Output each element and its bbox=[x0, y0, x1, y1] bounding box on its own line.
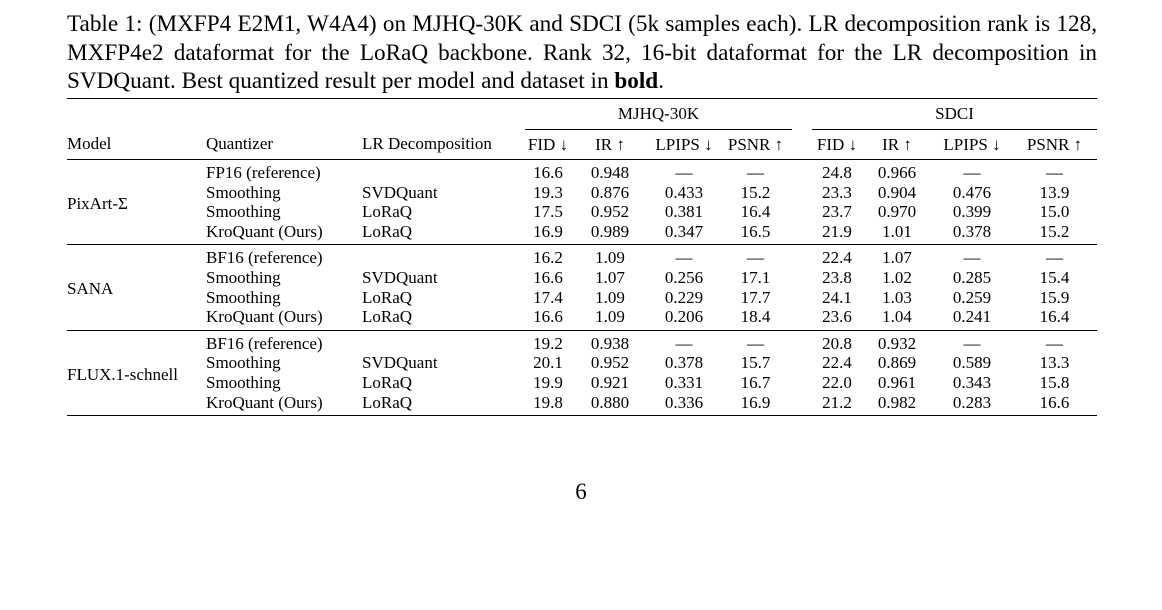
caption-text: Table 1: (MXFP4 E2M1, W4A4) on MJHQ-30K and SDCI (5k samples each). LR decomposition rank is 128, MXFP4e2 dataformat for the LoRaQ backbone. Rank 32, 16-bit dataformat for the LR decomposition in SVDQuant. Best quantized result per model and dataset in bbox=[67, 11, 1097, 94]
metric-cell: — bbox=[1046, 163, 1063, 182]
metric-cell: 0.904 bbox=[877, 182, 917, 202]
lr-decomposition-cell: LoRaQ bbox=[362, 392, 413, 412]
col-header-mjhq-lpips: LPIPS ↓ bbox=[655, 134, 713, 154]
metric-cell: 21.2 bbox=[822, 392, 852, 412]
metric-cell: 1.09 bbox=[595, 287, 625, 307]
metric-cell: — bbox=[747, 333, 764, 353]
metric-cell: — bbox=[1046, 248, 1063, 268]
lr-decomposition-cell bbox=[362, 160, 525, 183]
metric-cell: 19.3 bbox=[533, 182, 563, 202]
metric-cell: 1.09 bbox=[595, 307, 625, 327]
col-header-model: Model bbox=[67, 134, 112, 154]
metric-cell: 1.03 bbox=[882, 287, 912, 307]
metric-cell: 0.948 bbox=[590, 163, 630, 182]
metric-cell: 0.241 bbox=[952, 307, 992, 327]
lr-decomposition-cell: LoRaQ bbox=[362, 307, 413, 327]
metric-cell: 0.229 bbox=[664, 287, 704, 307]
column-gap bbox=[792, 183, 812, 203]
model-name-cell: SANA bbox=[67, 279, 114, 299]
metric-cell: 0.343 bbox=[952, 372, 992, 392]
group-header-mjhq: MJHQ-30K bbox=[525, 99, 792, 130]
metric-cell: 0.982 bbox=[877, 392, 917, 412]
lr-decomposition-cell: SVDQuant bbox=[362, 182, 438, 202]
metric-cell: 20.1 bbox=[533, 353, 563, 373]
metric-cell: 0.880 bbox=[590, 392, 630, 412]
metric-cell: 15.4 bbox=[1039, 267, 1070, 287]
quantizer-cell: BF16 (reference) bbox=[206, 248, 323, 268]
column-gap bbox=[792, 330, 812, 353]
table-row bbox=[67, 222, 1097, 245]
column-gap bbox=[792, 202, 812, 222]
quantizer-cell: Smoothing bbox=[206, 182, 281, 202]
metric-cell: 0.283 bbox=[952, 392, 992, 412]
metric-cell: 0.961 bbox=[877, 372, 917, 392]
lr-decomposition-cell bbox=[362, 245, 525, 268]
metric-cell: 16.6 bbox=[533, 267, 563, 287]
metric-cell: 0.938 bbox=[590, 333, 630, 353]
metric-cell: 0.378 bbox=[952, 221, 992, 241]
metric-cell: — bbox=[675, 163, 693, 182]
metric-cell: 17.4 bbox=[533, 287, 563, 307]
caption-end: . bbox=[658, 68, 664, 94]
table-row bbox=[67, 393, 1097, 416]
metric-cell: 22.4 bbox=[822, 248, 852, 268]
metric-cell: 13.3 bbox=[1039, 353, 1070, 373]
metric-cell: 24.8 bbox=[822, 163, 852, 182]
metric-cell: 16.6 bbox=[533, 163, 563, 182]
metric-cell: 0.589 bbox=[952, 353, 992, 373]
quantizer-cell: Smoothing bbox=[206, 353, 281, 373]
column-header-row bbox=[67, 130, 1097, 160]
lr-decomposition-cell: SVDQuant bbox=[362, 267, 438, 287]
metric-cell: 1.09 bbox=[595, 248, 625, 268]
metric-cell: 1.07 bbox=[595, 267, 625, 287]
table-row bbox=[67, 307, 1097, 330]
metric-cell: 23.8 bbox=[822, 267, 852, 287]
metric-cell: 15.2 bbox=[740, 182, 771, 202]
table-row bbox=[67, 183, 1097, 203]
metric-cell: 19.8 bbox=[533, 392, 563, 412]
metric-cell: 22.0 bbox=[822, 372, 852, 392]
metric-cell: 16.2 bbox=[533, 248, 563, 268]
metric-cell: 16.4 bbox=[740, 202, 771, 222]
table-row bbox=[67, 245, 1097, 268]
metric-cell: 16.4 bbox=[1039, 307, 1070, 327]
table-row bbox=[67, 353, 1097, 373]
lr-decomposition-cell bbox=[362, 330, 525, 353]
metric-cell: 0.921 bbox=[590, 372, 630, 392]
table-row bbox=[67, 160, 1097, 183]
metric-cell: 13.9 bbox=[1039, 182, 1070, 202]
metric-cell: 0.381 bbox=[664, 202, 704, 222]
metric-cell: — bbox=[1046, 333, 1063, 353]
metric-cell: — bbox=[963, 333, 981, 353]
col-header-sdci-psnr: PSNR ↑ bbox=[1026, 134, 1083, 154]
metric-cell: 16.6 bbox=[1039, 392, 1070, 412]
lr-decomposition-cell: SVDQuant bbox=[362, 353, 438, 373]
metric-cell: 23.6 bbox=[822, 307, 852, 327]
metric-cell: 23.3 bbox=[822, 182, 852, 202]
metric-cell: — bbox=[747, 248, 764, 268]
column-gap bbox=[792, 393, 812, 416]
metric-cell: 0.952 bbox=[590, 353, 630, 373]
quantizer-cell: Smoothing bbox=[206, 267, 281, 287]
quantizer-cell: KroQuant (Ours) bbox=[206, 221, 323, 241]
table-caption bbox=[67, 10, 1097, 96]
column-gap bbox=[792, 353, 812, 373]
quantizer-cell: KroQuant (Ours) bbox=[206, 307, 323, 327]
metric-cell: 0.869 bbox=[877, 353, 917, 373]
metric-cell: 17.5 bbox=[533, 202, 563, 222]
metric-cell: 16.9 bbox=[740, 392, 771, 412]
metric-cell: — bbox=[675, 333, 693, 353]
metric-cell: 0.970 bbox=[877, 202, 917, 222]
metric-cell: 16.5 bbox=[740, 221, 771, 241]
col-header-lr: LR Decomposition bbox=[362, 134, 492, 154]
metric-cell: 0.331 bbox=[664, 372, 704, 392]
metric-cell: 20.8 bbox=[822, 333, 852, 353]
metric-cell: — bbox=[747, 163, 764, 182]
metric-cell: 18.4 bbox=[740, 307, 771, 327]
column-gap bbox=[792, 373, 812, 393]
metric-cell: 22.4 bbox=[822, 353, 852, 373]
group-header-row bbox=[67, 99, 1097, 130]
table-row bbox=[67, 330, 1097, 353]
col-header-sdci-ir: IR ↑ bbox=[882, 134, 912, 154]
metric-cell: 19.2 bbox=[533, 333, 563, 353]
metric-cell: 0.256 bbox=[664, 267, 704, 287]
column-gap bbox=[792, 288, 812, 308]
caption-bold-word: bold bbox=[614, 68, 659, 94]
metric-cell: — bbox=[963, 163, 981, 182]
metric-cell: 17.7 bbox=[740, 287, 771, 307]
metric-cell: 0.378 bbox=[664, 353, 704, 373]
metric-cell: 15.7 bbox=[740, 353, 771, 373]
col-header-sdci-fid: FID ↓ bbox=[816, 134, 858, 154]
metric-cell: 15.9 bbox=[1039, 287, 1070, 307]
metric-cell: 0.399 bbox=[952, 202, 992, 222]
lr-decomposition-cell: LoRaQ bbox=[362, 287, 413, 307]
metric-cell: 16.7 bbox=[740, 372, 771, 392]
metric-cell: 0.932 bbox=[877, 333, 917, 353]
quantizer-cell: Smoothing bbox=[206, 287, 281, 307]
table-row bbox=[67, 202, 1097, 222]
metric-cell: 15.2 bbox=[1039, 221, 1070, 241]
metric-cell: 16.6 bbox=[533, 307, 563, 327]
metric-cell: 15.0 bbox=[1039, 202, 1070, 222]
metric-cell: 0.206 bbox=[664, 307, 704, 327]
lr-decomposition-cell: LoRaQ bbox=[362, 372, 413, 392]
metric-cell: 0.476 bbox=[952, 182, 992, 202]
quantizer-cell: Smoothing bbox=[206, 372, 281, 392]
column-gap bbox=[792, 245, 812, 268]
metric-cell: 24.1 bbox=[822, 287, 852, 307]
col-header-mjhq-ir: IR ↑ bbox=[595, 134, 625, 154]
col-header-sdci-lpips: LPIPS ↓ bbox=[943, 134, 1001, 154]
quantizer-cell: Smoothing bbox=[206, 202, 281, 222]
lr-decomposition-cell: LoRaQ bbox=[362, 221, 413, 241]
metric-cell: 0.433 bbox=[664, 182, 704, 202]
column-gap bbox=[792, 222, 812, 245]
metric-cell: 0.347 bbox=[664, 221, 704, 241]
metric-cell: 23.7 bbox=[822, 202, 852, 222]
metric-cell: 19.9 bbox=[533, 372, 563, 392]
metric-cell: 0.336 bbox=[664, 392, 704, 412]
column-gap bbox=[792, 268, 812, 288]
metric-cell: — bbox=[963, 248, 981, 268]
metric-cell: — bbox=[675, 248, 693, 268]
col-header-mjhq-psnr: PSNR ↑ bbox=[727, 134, 784, 154]
quantizer-cell: BF16 (reference) bbox=[206, 333, 323, 353]
table-row bbox=[67, 373, 1097, 393]
model-name-cell: FLUX.1-schnell bbox=[67, 364, 178, 384]
col-header-quantizer: Quantizer bbox=[206, 134, 274, 154]
lr-decomposition-cell: LoRaQ bbox=[362, 202, 413, 222]
group-header-sdci: SDCI bbox=[812, 99, 1097, 130]
metric-cell: 0.952 bbox=[590, 202, 630, 222]
metric-cell: 17.1 bbox=[740, 267, 771, 287]
table-row bbox=[67, 268, 1097, 288]
results-table bbox=[67, 98, 1097, 416]
quantizer-cell: KroQuant (Ours) bbox=[206, 392, 323, 412]
metric-cell: 15.8 bbox=[1039, 372, 1070, 392]
col-header-mjhq-fid: FID ↓ bbox=[527, 134, 569, 154]
page-number: 6 bbox=[575, 479, 587, 504]
metric-cell: 0.285 bbox=[952, 267, 992, 287]
quantizer-cell: FP16 (reference) bbox=[206, 163, 321, 182]
metric-cell: 1.04 bbox=[882, 307, 912, 327]
metric-cell: 1.07 bbox=[882, 248, 912, 268]
column-gap bbox=[792, 160, 812, 183]
metric-cell: 0.966 bbox=[877, 163, 917, 182]
model-name-cell: PixArt-Σ bbox=[67, 193, 128, 213]
metric-cell: 0.989 bbox=[590, 221, 630, 241]
metric-cell: 0.259 bbox=[952, 287, 992, 307]
metric-cell: 1.01 bbox=[882, 221, 912, 241]
column-gap bbox=[792, 307, 812, 330]
metric-cell: 16.9 bbox=[533, 221, 563, 241]
table-row bbox=[67, 288, 1097, 308]
metric-cell: 21.9 bbox=[822, 221, 852, 241]
metric-cell: 1.02 bbox=[882, 267, 912, 287]
metric-cell: 0.876 bbox=[590, 182, 630, 202]
